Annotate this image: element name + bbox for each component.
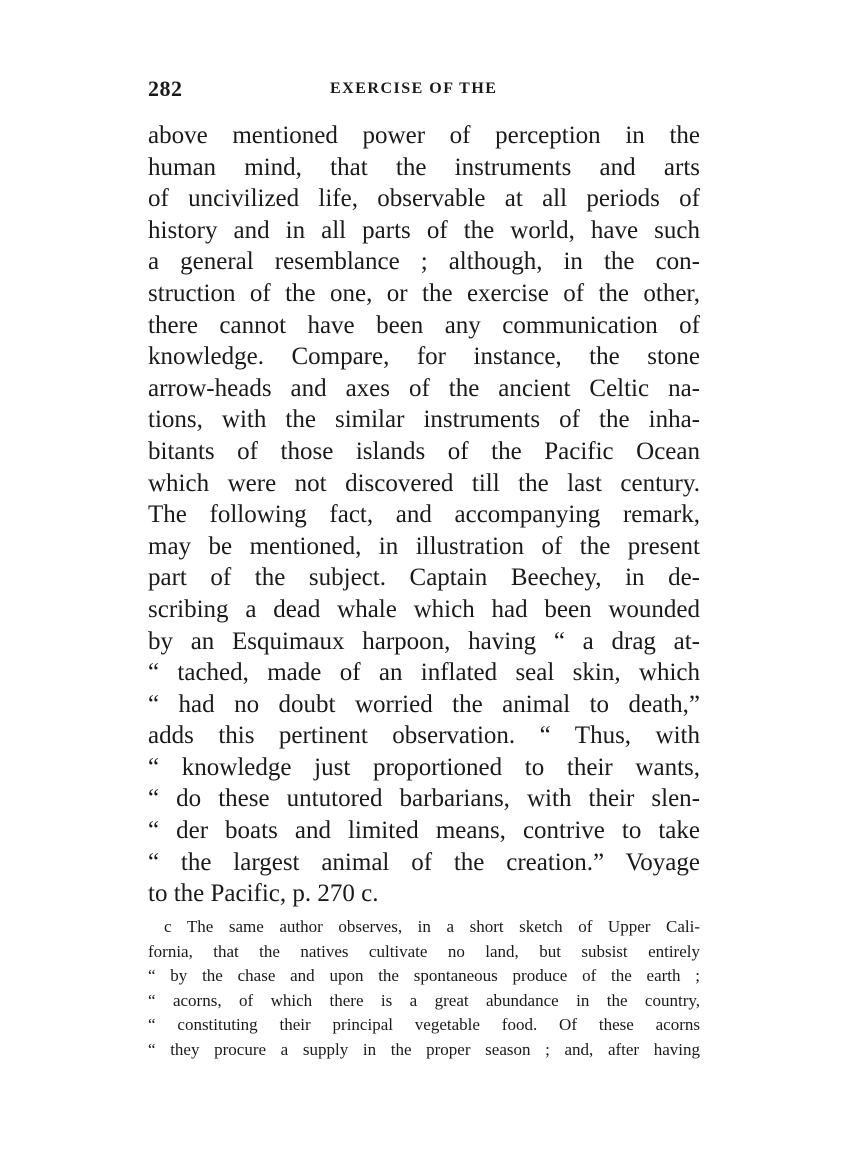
- footnote: [148, 915, 700, 1063]
- footnote-line: “ they procure a supply in the proper season ; and, after having: [148, 1039, 700, 1059]
- text-line: “ der boats and limited means, contrive to take: [148, 817, 700, 845]
- text-line: human mind, that the instruments and arts: [148, 153, 700, 181]
- text-line: “ do these untutored barbarians, with their slen-: [148, 785, 700, 813]
- footnote-line: “ by the chase and upon the spontaneous produce of the earth ;: [148, 966, 700, 986]
- text-line: The following fact, and accompanying remark,: [148, 501, 700, 529]
- text-line: “ tached, made of an inflated seal skin, which: [148, 659, 700, 687]
- page-header: [148, 76, 700, 106]
- text-line: above mentioned power of perception in the: [148, 122, 700, 149]
- text-line: arrow-heads and axes of the ancient Celtic na-: [148, 374, 700, 402]
- text-line: to the Pacific, p. 270 c.: [148, 880, 379, 908]
- text-line: adds this pertinent observation. “ Thus, with: [148, 722, 700, 750]
- text-line: there cannot have been any communication of: [148, 311, 700, 339]
- text-line: may be mentioned, in illustration of the present: [148, 532, 700, 560]
- text-line: by an Esquimaux harpoon, having “ a drag at-: [148, 627, 700, 655]
- text-line: knowledge. Compare, for instance, the stone: [148, 343, 700, 371]
- page-number: 282: [148, 76, 183, 101]
- text-line: a general resemblance ; although, in the con-: [148, 248, 700, 276]
- footnote-line: “ acorns, of which there is a great abundance in the country,: [148, 990, 700, 1010]
- footnote-line: fornia, that the natives cultivate no land, but subsist entirely: [148, 941, 700, 961]
- text-line: “ had no doubt worried the animal to death,”: [148, 690, 700, 718]
- text-line: scribing a dead whale which had been wounded: [148, 595, 700, 623]
- text-line: tions, with the similar instruments of the inha-: [148, 406, 700, 434]
- footnote-line: c The same author observes, in a short sketch of Upper Cali-: [164, 917, 700, 936]
- text-line: bitants of those islands of the Pacific Ocean: [148, 437, 700, 465]
- text-line: of uncivilized life, observable at all periods of: [148, 185, 700, 213]
- text-line: “ knowledge just proportioned to their wants,: [148, 753, 700, 781]
- main-text: [148, 120, 700, 910]
- footnote-line: “ constituting their principal vegetable food. Of these acorns: [148, 1015, 700, 1035]
- text-line: struction of the one, or the exercise of the other,: [148, 279, 700, 307]
- text-line: which were not discovered till the last century.: [148, 469, 700, 497]
- running-head: EXERCISE OF THE: [330, 80, 498, 97]
- text-line: “ the largest animal of the creation.” Voyage: [148, 848, 700, 876]
- text-line: history and in all parts of the world, have such: [148, 216, 700, 244]
- text-line: part of the subject. Captain Beechey, in de-: [148, 564, 700, 592]
